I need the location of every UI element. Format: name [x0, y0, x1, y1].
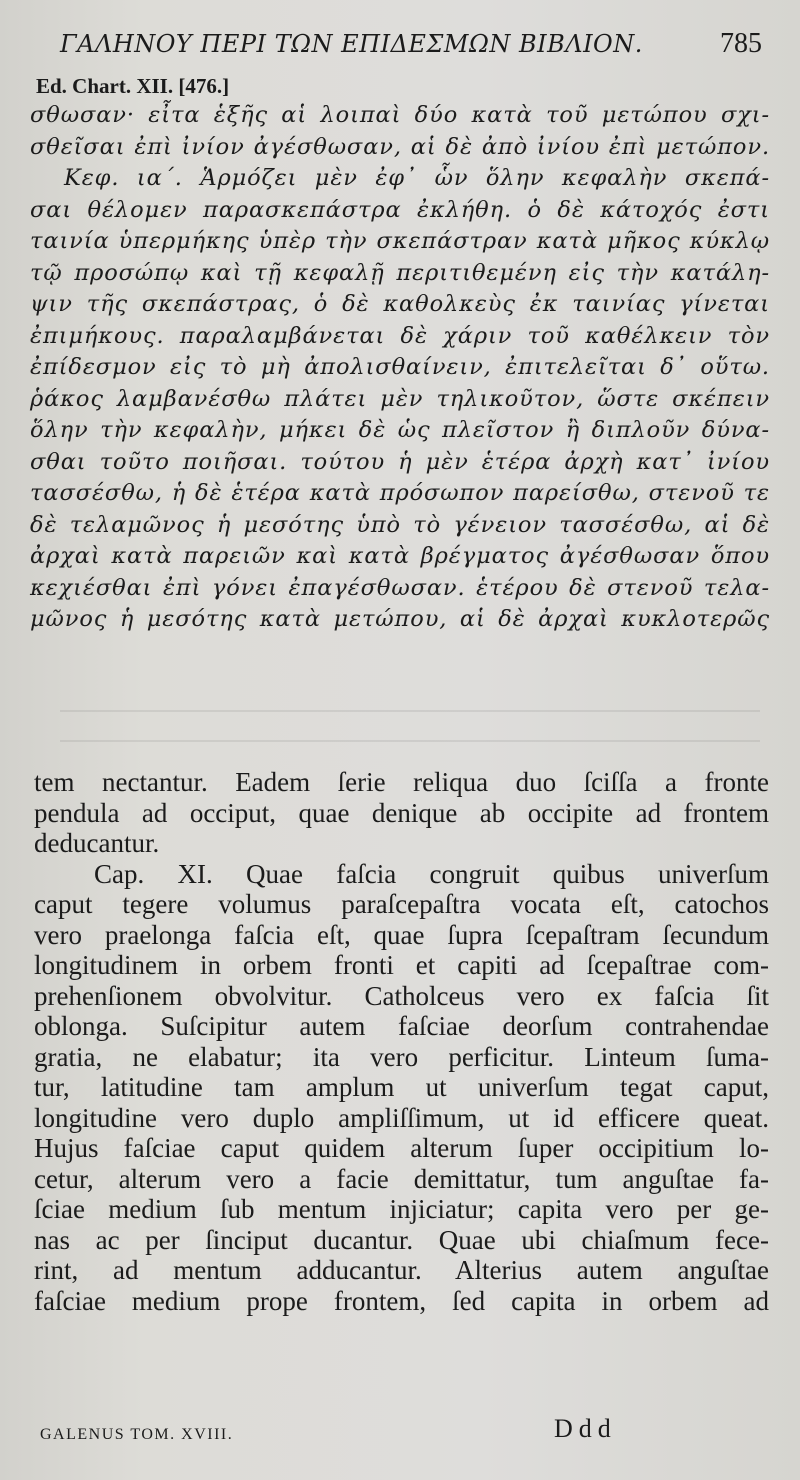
greek-line: σθαι τοῦτο ποιῆσαι. τούτου ἡ μὲν ἑτέρα ἀρχὴ κατ᾽ ἰνίου — [30, 448, 770, 475]
latin-line: caput tegere volumus paraſcepaſtra vocata eſt, catochos — [34, 889, 769, 919]
latin-line: Hujus faſciae caput quidem alterum ſuper occipitium lo- — [34, 1133, 769, 1163]
latin-line: tem nectantur. Eadem ſerie reliqua duo ſciſſa a fronte — [34, 767, 769, 797]
greek-line: ὅλην τὴν κεφαλὴν, μήκει δὲ ὡς πλεῖστον ἢ διπλοῦν δύνα- — [30, 417, 770, 443]
show-through-ghost-text — [60, 700, 760, 760]
greek-line: κεχιέσθαι ἐπὶ γόνει ἐπαγέσθωσαν. ἑτέρου δὲ στενοῦ τελα- — [30, 574, 770, 601]
latin-line: vero praelonga faſcia eſt, quae ſupra ſcepaſtram ſecundum — [34, 919, 769, 950]
page-header — [60, 30, 762, 66]
greek-line: ψιν τῆς σκεπάστρας, ὁ δὲ καθολκεὺς ἐκ ταινίας γίνεται — [30, 291, 770, 317]
greek-line: ῥάκος λαμβανέσθω πλάτει μὲν τηλικοῦτον, ὥστε σκέπειν — [30, 385, 770, 412]
latin-chapter-start-line: Cap. XI. Quae faſcia congruit quibus univerſum — [94, 858, 769, 889]
gathering-mark: Ddd — [554, 1414, 617, 1443]
latin-line: gratia, ne elabatur; ita vero perficitur. Linteum ſuma- — [34, 1041, 769, 1072]
running-title: ΓΑΛΗΝΟΥ ΠΕΡΙ ΤΩΝ ΕΠΙΔΕΣΜΩΝ ΒΙΒΛΙΟΝ. — [60, 30, 643, 58]
latin-line: longitudinem in orbem fronti et capiti ad ſcepaſtrae com- — [34, 950, 769, 980]
latin-line: pendula ad occiput, quae denique ab occipite ad frontem — [34, 797, 769, 828]
edition-reference: Ed. Chart. XII. [476.] — [36, 74, 230, 98]
greek-line: τῷ προσώπῳ καὶ τῇ κεφαλῇ περιτιθεμένη εἰς τὴν κατάλη- — [30, 259, 770, 286]
latin-line: faſciae medium prope frontem, ſed capita in orbem ad — [34, 1285, 769, 1316]
latin-line: tur, latitudine tam amplum ut univerſum tegat caput, — [34, 1072, 769, 1102]
greek-line: ἐπίδεσμον εἰς τὸ μὴ ἀπολισθαίνειν, ἐπιτελεῖται δ᾽ οὕτω. — [30, 354, 770, 380]
latin-line: longitudine vero duplo ampliſſimum, ut id efficere queat. — [34, 1102, 769, 1133]
latin-line: deducantur. — [34, 828, 160, 858]
latin-line: oblonga. Suſcipitur autem faſciae deorſum contrahendae — [34, 1011, 769, 1041]
greek-line: μῶνος ἡ μεσότης κατὰ μετώπου, αἱ δὲ ἀρχαὶ κυκλοτερῶς — [30, 606, 770, 632]
greek-line: δὲ τελαμῶνος ἡ μεσότης ὑπὸ τὸ γένειον τασσέσθω, αἱ δὲ — [30, 511, 770, 538]
greek-text-block — [30, 100, 770, 636]
latin-text-block — [34, 767, 769, 1316]
printer-signature: GALENUS TOM. XVIII. — [40, 1426, 234, 1443]
greek-line: τασσέσθω, ἡ δὲ ἑτέρα κατὰ πρόσωπον παρείσθω, στενοῦ τε — [30, 480, 770, 506]
greek-line: ἀρχαὶ κατὰ παρειῶν καὶ κατὰ βρέγματος ἀγέσθωσαν ὅπου — [30, 543, 770, 569]
latin-line: nas ac per ſinciput ducantur. Quae ubi chiaſmum fece- — [34, 1224, 769, 1255]
latin-line: cetur, alterum vero a facie demittatur, tum anguſtae fa- — [34, 1163, 769, 1194]
latin-line: prehenſionem obvolvitur. Catholceus vero ex faſcia ſit — [34, 980, 769, 1011]
page-number: 785 — [720, 28, 762, 59]
latin-line: rint, ad mentum adducantur. Alterius autem anguſtae — [34, 1255, 769, 1285]
greek-chapter-start-line: Κεφ. ια΄. Ἁρμόζει μὲν ἐφ᾽ ὧν ὅλην κεφαλὴν σκεπά- — [64, 165, 770, 191]
greek-line: ταινία ὑπερμήκης ὑπὲρ τὴν σκεπάστραν κατὰ μῆκος κύκλῳ — [30, 228, 770, 254]
greek-line: σθωσαν· εἶτα ἑξῆς αἱ λοιπαὶ δύο κατὰ τοῦ μετώπου σχι- — [30, 102, 770, 128]
latin-line: ſciae medium ſub mentum injiciatur; capita vero per ge- — [34, 1194, 769, 1224]
greek-line: ἐπιμήκους. παραλαμβάνεται δὲ χάριν τοῦ καθέλκειν τὸν — [30, 322, 770, 349]
greek-line: σθεῖσαι ἐπὶ ἰνίον ἀγέσθωσαν, αἱ δὲ ἀπὸ ἰνίου ἐπὶ μετώπον. — [30, 133, 770, 160]
greek-line: σαι θέλομεν παρασκεπάστρα ἐκλήθη. ὁ δὲ κάτοχός ἐστι — [30, 196, 770, 223]
